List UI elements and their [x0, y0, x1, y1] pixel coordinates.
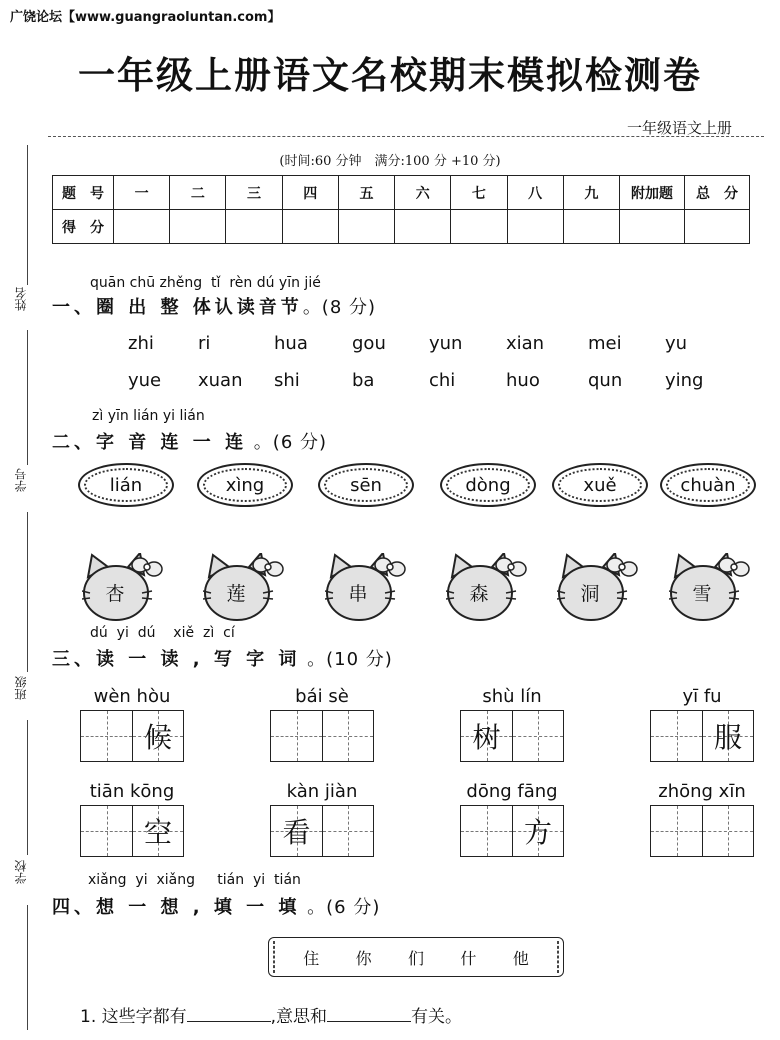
syllable-option[interactable]: ba: [352, 370, 375, 391]
score-header-cell: 附加题: [620, 176, 685, 210]
syllable-option[interactable]: hua: [274, 333, 308, 354]
syllable-oval-text: lián: [84, 468, 168, 502]
tian-grid[interactable]: [650, 710, 754, 762]
grid-cell[interactable]: [81, 806, 132, 856]
syllable-oval-text: dòng: [446, 468, 530, 502]
tian-grid[interactable]: [80, 710, 184, 762]
scroll-char: 他: [512, 948, 529, 968]
word-pinyin: bái sè: [295, 686, 349, 707]
section4-title-text: 四、想 一 想 , 填 一 填: [52, 897, 301, 918]
answer-blank[interactable]: [187, 1005, 271, 1022]
kitty-character-card[interactable]: [669, 553, 751, 623]
syllable-oval-text: xìng: [203, 468, 287, 502]
grid-cell[interactable]: [512, 806, 563, 856]
grid-cell[interactable]: [651, 806, 702, 856]
score-header-cell: 六: [395, 176, 451, 210]
section3-points: 。(10 分): [300, 649, 393, 670]
section1-pinyin: quān chū zhěng tǐ rèn dú yīn jié: [90, 275, 321, 291]
page-subtitle: 一年级语文上册: [626, 119, 732, 137]
tian-grid[interactable]: [270, 805, 374, 857]
score-header-cell: 总 分: [685, 176, 750, 210]
grid-char: 候: [143, 721, 172, 754]
grid-char: [323, 806, 373, 856]
section3-title-text: 三、读 一 读 , 写 字 词: [52, 649, 301, 670]
question-1-part-a: 1. 这些字都有: [80, 1007, 187, 1027]
syllable-oval-text: xuě: [558, 468, 642, 502]
score-input-cell[interactable]: [170, 210, 226, 244]
answer-blank[interactable]: [327, 1005, 411, 1022]
score-input-cell[interactable]: [620, 210, 685, 244]
grid-cell[interactable]: [271, 711, 322, 761]
grid-char: [651, 711, 702, 761]
syllable-oval[interactable]: [318, 463, 414, 507]
grid-char: 方: [523, 816, 552, 849]
syllable-option[interactable]: chi: [429, 370, 456, 391]
grid-char: [81, 806, 132, 856]
syllable-option[interactable]: huo: [506, 370, 540, 391]
syllable-option[interactable]: xian: [506, 333, 545, 354]
tian-grid[interactable]: [460, 805, 564, 857]
section1-title: [52, 293, 376, 319]
scroll-char: 们: [407, 948, 424, 968]
syllable-option[interactable]: shi: [274, 370, 300, 391]
section4-points: 。(6 分): [300, 897, 381, 918]
source-label: 广饶论坛【www.guangraoluntan.com】: [10, 10, 281, 25]
grid-cell[interactable]: [461, 806, 512, 856]
kitty-character-card[interactable]: [446, 553, 528, 623]
kitty-character: 串: [348, 583, 368, 605]
grid-cell[interactable]: [651, 711, 702, 761]
grid-cell[interactable]: [322, 711, 373, 761]
score-header-cell: 三: [226, 176, 282, 210]
margin-line: [27, 330, 28, 465]
time-info: (时间:60 分钟 满分:100 分 +10 分): [279, 154, 501, 169]
score-row-label: 得 分: [53, 210, 114, 244]
question-1-part-b: ,意思和: [270, 1007, 328, 1027]
score-input-cell[interactable]: [507, 210, 563, 244]
syllable-oval-text: sēn: [324, 468, 408, 502]
grid-cell[interactable]: [271, 806, 322, 856]
side-label-student-no: 学号: [14, 468, 28, 492]
scroll-char: 什: [460, 948, 477, 968]
grid-char: 树: [472, 721, 501, 754]
grid-char: 服: [713, 721, 742, 754]
grid-char: [271, 711, 322, 761]
kitty-character-card[interactable]: [203, 553, 285, 623]
syllable-oval[interactable]: [78, 463, 174, 507]
score-table: [52, 175, 750, 244]
score-header-cell: 二: [170, 176, 226, 210]
syllable-option[interactable]: zhi: [128, 333, 154, 354]
syllable-option[interactable]: xuan: [198, 370, 243, 391]
score-header-cell: 题 号: [53, 176, 114, 210]
score-input-cell[interactable]: [226, 210, 282, 244]
margin-line: [27, 905, 28, 1030]
syllable-option[interactable]: mei: [588, 333, 622, 354]
header-divider: [48, 136, 764, 137]
word-pinyin: yī fu: [682, 686, 722, 707]
syllable-option[interactable]: ri: [198, 333, 211, 354]
grid-char: [703, 806, 753, 856]
margin-line: [27, 512, 28, 672]
grid-char: [323, 711, 373, 761]
score-input-cell[interactable]: [114, 210, 170, 244]
syllable-option[interactable]: qun: [588, 370, 623, 391]
kitty-character-card[interactable]: [325, 553, 407, 623]
tian-grid[interactable]: [650, 805, 754, 857]
section1-title-text: 一、圈 出 整 体认读音节: [52, 297, 303, 318]
score-header-cell: 九: [563, 176, 619, 210]
score-input-cell[interactable]: [451, 210, 507, 244]
grid-cell[interactable]: [322, 806, 373, 856]
score-input-cell[interactable]: [685, 210, 750, 244]
section2-title-text: 二、字 音 连 一 连: [52, 432, 248, 453]
section4-title: [52, 893, 380, 919]
grid-char: 空: [143, 816, 172, 849]
page-title: 一年级上册语文名校期末模拟检测卷: [78, 53, 702, 97]
grid-cell[interactable]: [702, 711, 753, 761]
section2-pinyin: zì yīn lián yi lián: [92, 408, 205, 424]
question-1: [80, 1002, 462, 1027]
word-pinyin: wèn hòu: [93, 686, 171, 707]
margin-line: [27, 720, 28, 855]
section1-points: 。(8 分): [302, 297, 377, 318]
word-pinyin: tiān kōng: [89, 781, 175, 802]
question-1-part-c: 有关。: [411, 1007, 463, 1027]
grid-char: [81, 711, 132, 761]
syllable-option[interactable]: yu: [665, 333, 688, 354]
grid-cell[interactable]: [81, 711, 132, 761]
grid-char: [461, 806, 512, 856]
score-header-cell: 八: [507, 176, 563, 210]
side-label-name: 姓名: [14, 287, 28, 311]
grid-cell[interactable]: [132, 806, 183, 856]
tian-grid[interactable]: [270, 710, 374, 762]
score-header-cell: 五: [338, 176, 394, 210]
side-label-class: 班级: [14, 676, 28, 700]
kitty-character: 雪: [692, 583, 712, 605]
grid-cell[interactable]: [702, 806, 753, 856]
scroll-char: 你: [355, 948, 372, 968]
score-input-cell[interactable]: [338, 210, 394, 244]
syllable-option[interactable]: yue: [128, 370, 162, 391]
kitty-character: 莲: [226, 583, 246, 605]
syllable-oval[interactable]: [660, 463, 756, 507]
side-label-school: 学校: [14, 860, 28, 884]
syllable-oval[interactable]: [552, 463, 648, 507]
grid-char: 看: [282, 816, 311, 849]
kitty-character-card[interactable]: [557, 553, 639, 623]
word-pinyin: kàn jiàn: [286, 781, 358, 802]
kitty-character: 森: [469, 583, 489, 605]
scroll-char: 住: [303, 948, 320, 968]
section2-title: [52, 428, 327, 454]
grid-cell[interactable]: [461, 711, 512, 761]
word-pinyin: dōng fāng: [466, 781, 558, 802]
character-scroll-box: [268, 937, 564, 977]
section3-title: [52, 645, 393, 671]
grid-cell[interactable]: [132, 711, 183, 761]
section2-points: 。(6 分): [247, 432, 328, 453]
syllable-option[interactable]: ying: [665, 370, 704, 391]
section3-pinyin: dú yi dú xiě zì cí: [90, 625, 235, 641]
syllable-oval[interactable]: [440, 463, 536, 507]
score-input-cell[interactable]: [282, 210, 338, 244]
grid-char: [651, 806, 702, 856]
kitty-character: 杏: [105, 583, 125, 605]
score-table-score-row: [53, 210, 750, 244]
score-header-cell: 七: [451, 176, 507, 210]
word-pinyin: zhōng xīn: [658, 781, 746, 802]
syllable-oval-text: chuàn: [666, 468, 750, 502]
score-table-header-row: [53, 176, 750, 210]
tian-grid[interactable]: [80, 805, 184, 857]
grid-cell[interactable]: [512, 711, 563, 761]
score-input-cell[interactable]: [563, 210, 619, 244]
kitty-character-card[interactable]: [82, 553, 164, 623]
syllable-oval[interactable]: [197, 463, 293, 507]
tian-grid[interactable]: [460, 710, 564, 762]
syllable-option[interactable]: gou: [352, 333, 386, 354]
syllable-option[interactable]: yun: [429, 333, 463, 354]
grid-char: [513, 711, 563, 761]
score-input-cell[interactable]: [395, 210, 451, 244]
score-header-cell: 四: [282, 176, 338, 210]
score-header-cell: 一: [114, 176, 170, 210]
kitty-character: 洞: [580, 583, 600, 605]
word-pinyin: shù lín: [482, 686, 542, 707]
margin-line: [27, 145, 28, 285]
section4-pinyin: xiǎng yi xiǎng tián yi tián: [88, 872, 301, 888]
